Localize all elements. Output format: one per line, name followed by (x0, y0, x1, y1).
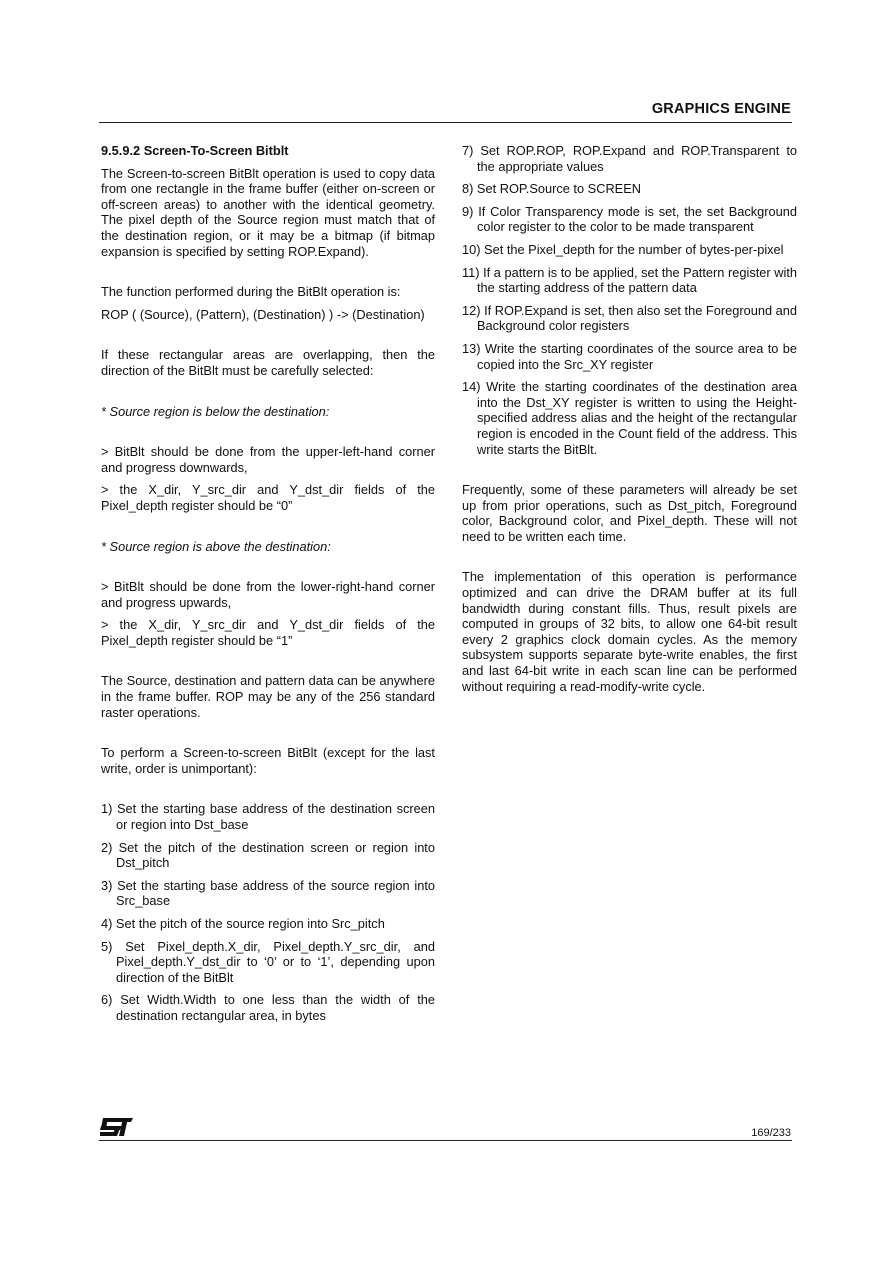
page-number: 169/233 (751, 1127, 791, 1139)
st-logo-icon (100, 1116, 134, 1138)
paragraph-frequently: Frequently, some of these parameters will already be set up from prior operations, such as Dst_pitch, Foreground color, Background color, and Pixel_depth. These will not need to be written each time. (462, 482, 797, 544)
list-item: 14) Write the starting coordinates of the destination area into the Dst_XY register is written to using the Height-specified address alias and the height of the rectangular region is encoded in the Count field of the address. This write starts the BitBlt. (462, 379, 797, 457)
case-above-step-b: > the X_dir, Y_src_dir and Y_dst_dir fields of the Pixel_depth register should be “1” (101, 617, 435, 648)
paragraph-implementation: The implementation of this operation is performance optimized and can drive the DRAM buffer at its full bandwidth during constant fills. Thus, result pixels are computed in groups of 32 bits, to allow one 64-bit result every 2 graphics clock domain cycles. As the memory subsystem supports separate byte-write enables, the first and last 64-bit write in each scan line can be performed without requiring a read-modify-write cycle. (462, 569, 797, 694)
list-item: 11) If a pattern is to be applied, set the Pattern register with the starting address of the pattern data (462, 264, 797, 296)
case-above-title: * Source region is above the destination: (101, 538, 331, 554)
case-below-step-a: > BitBlt should be done from the upper-left-hand corner and progress downwards, (101, 444, 435, 475)
list-item: 12) If ROP.Expand is set, then also set the Foreground and Background color registers (462, 302, 797, 334)
paragraph-intro: The Screen-to-screen BitBlt operation is used to copy data from one rectangle in the frame buffer (either on-screen or off-screen areas) to another with the identical geometry. The pixel depth of the Source region must match that of the destination region, or it may be a bitmap (if bitmap expansion is specified by setting ROP.Expand). (101, 165, 435, 259)
section-title: 9.5.9.2 Screen-To-Screen Bitblt (101, 143, 289, 158)
right-column (462, 143, 797, 701)
header-divider (99, 122, 792, 123)
list-item: 3) Set the starting base address of the source region into Src_base (101, 877, 435, 909)
paragraph-data-location: The Source, destination and pattern data can be anywhere in the frame buffer. ROP may be any of the 256 standard raster operations. (101, 673, 435, 720)
list-item: 4) Set the pitch of the source region into Src_pitch (101, 916, 385, 931)
case-above-step-a: > BitBlt should be done from the lower-right-hand corner and progress upwards, (101, 579, 435, 610)
list-item: 2) Set the pitch of the destination screen or region into Dst_pitch (101, 839, 435, 871)
left-column (101, 143, 435, 1031)
case-below-title: * Source region is below the destination: (101, 403, 330, 419)
list-item: 8) Set ROP.Source to SCREEN (462, 181, 641, 197)
list-item: 9) If Color Transparency mode is set, the set Background color register to the color to be made transparent (462, 203, 797, 235)
footer-divider (99, 1140, 792, 1141)
paragraph-rop-formula: ROP ( (Source), (Pattern), (Destination) ) -> (Destination) (101, 306, 425, 322)
list-item: 1) Set the starting base address of the destination screen or region into Dst_base (101, 801, 435, 833)
list-item: 7) Set ROP.ROP, ROP.Expand and ROP.Transparent to the appropriate values (462, 143, 797, 174)
list-item: 13) Write the starting coordinates of the source area to be copied into the Src_XY register (462, 340, 797, 372)
list-item: 5) Set Pixel_depth.X_dir, Pixel_depth.Y_src_dir, and Pixel_depth.Y_dst_dir to ‘0’ or to ‘1’, depending upon direction of the BitBlt (101, 938, 435, 985)
paragraph-procedure-intro: To perform a Screen-to-screen BitBlt (except for the last write, order is unimportant): (101, 745, 435, 776)
list-item: 6) Set Width.Width to one less than the width of the destination rectangular area, in bytes (101, 992, 435, 1023)
paragraph-overlap: If these rectangular areas are overlapping, then the direction of the BitBlt must be carefully selected: (101, 347, 435, 378)
list-item: 10) Set the Pixel_depth for the number of bytes-per-pixel (462, 241, 784, 257)
page-header-title: GRAPHICS ENGINE (651, 101, 791, 117)
paragraph-function: The function performed during the BitBlt operation is: (101, 284, 401, 300)
case-below-step-b: > the X_dir, Y_src_dir and Y_dst_dir fields of the Pixel_depth register should be “0” (101, 482, 435, 513)
